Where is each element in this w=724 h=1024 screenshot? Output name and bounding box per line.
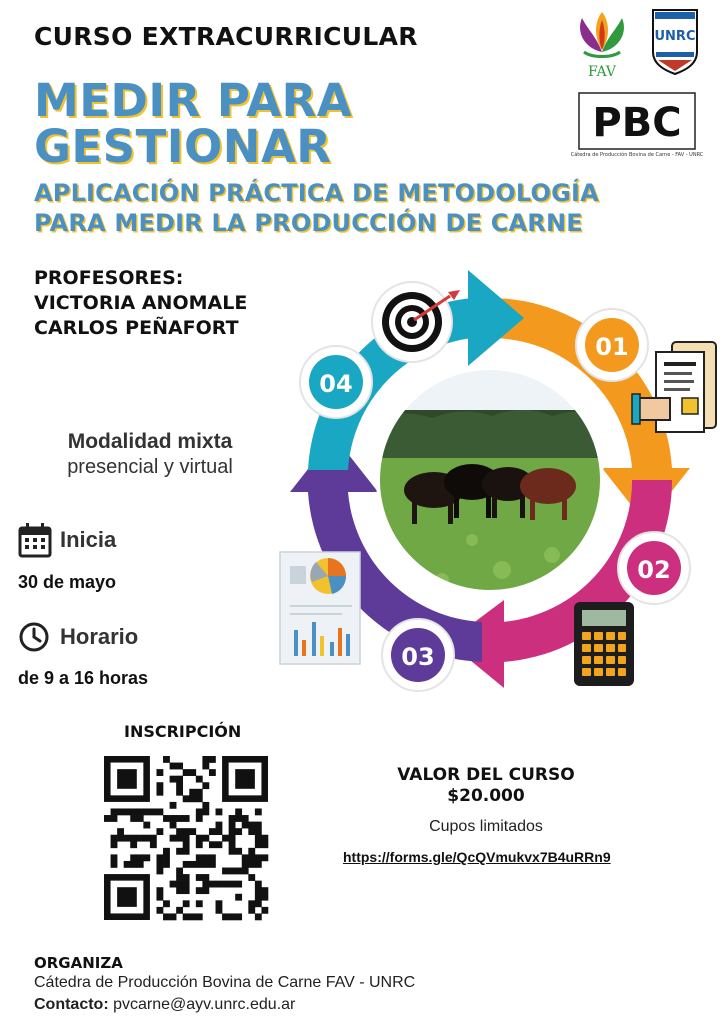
fav-logo-text: FAV	[587, 64, 617, 80]
contact-label: Contacto:	[34, 996, 109, 1013]
step-number: 01	[595, 333, 629, 361]
course-subtitle-line1: APLICACIÓN PRÁCTICA DE METODOLOGÍA	[34, 179, 599, 207]
target-icon	[372, 282, 460, 362]
pbc-logo-text: PBC	[592, 100, 682, 146]
price-label: VALOR DEL CURSO	[397, 765, 575, 785]
step-badge-04	[300, 346, 372, 418]
contact-email[interactable]: pvcarne@ayv.unrc.edu.ar	[113, 996, 296, 1013]
registration-label: INSCRIPCIÓN	[124, 722, 242, 741]
modality-title: Modalidad mixta	[67, 430, 233, 453]
time-row	[18, 621, 138, 653]
step-number: 04	[319, 370, 353, 398]
modality-subtitle: presencial y virtual	[67, 456, 233, 478]
organizer-label: ORGANIZA	[34, 954, 123, 972]
process-cycle-graphic	[272, 270, 724, 710]
contact-line	[34, 996, 295, 1014]
report-chart-icon	[280, 552, 360, 664]
start-row	[18, 522, 116, 558]
step-badge-03	[382, 619, 454, 691]
start-label: Inicia	[60, 527, 117, 552]
qr-code[interactable]	[104, 756, 268, 920]
time-label: Horario	[60, 624, 139, 649]
pbc-logo-caption: Cátedra de Producción Bovina de Carne - FAV - UNRC	[570, 152, 704, 158]
registration-form-link[interactable]: https://forms.gle/QcQVmukvx7B4uRRn9	[343, 849, 611, 865]
clock-icon	[18, 621, 50, 653]
unrc-logo	[650, 8, 700, 76]
step-number: 02	[637, 556, 671, 584]
step-badge-01	[576, 309, 648, 381]
time-value: de 9 a 16 horas	[18, 668, 149, 688]
course-title-line2: GESTIONAR	[34, 120, 332, 173]
price-value: $20.000	[447, 786, 525, 806]
course-title-line1: MEDIR PARA	[34, 74, 353, 127]
seats-note: Cupos limitados	[429, 818, 543, 835]
unrc-logo-text: UNRC	[654, 29, 696, 44]
step-badge-02	[618, 532, 690, 604]
calculator-icon	[574, 602, 634, 686]
calendar-icon	[18, 522, 52, 558]
course-subtitle-line2: PARA MEDIR LA PRODUCCIÓN DE CARNE	[34, 209, 583, 237]
step-number: 03	[401, 643, 435, 671]
start-date: 30 de mayo	[18, 572, 117, 592]
organizer-name: Cátedra de Producción Bovina de Carne FAV - UNRC	[34, 974, 416, 991]
professor-name: VICTORIA ANOMALE	[34, 292, 248, 314]
professor-name: CARLOS PEÑAFORT	[34, 317, 239, 339]
professors-label: PROFESORES:	[34, 267, 184, 289]
course-type: CURSO EXTRACURRICULAR	[34, 22, 418, 51]
modality-block	[30, 430, 270, 479]
cycle-arrowhead-04	[468, 270, 524, 366]
pbc-logo	[570, 92, 704, 158]
fav-logo	[570, 8, 634, 80]
